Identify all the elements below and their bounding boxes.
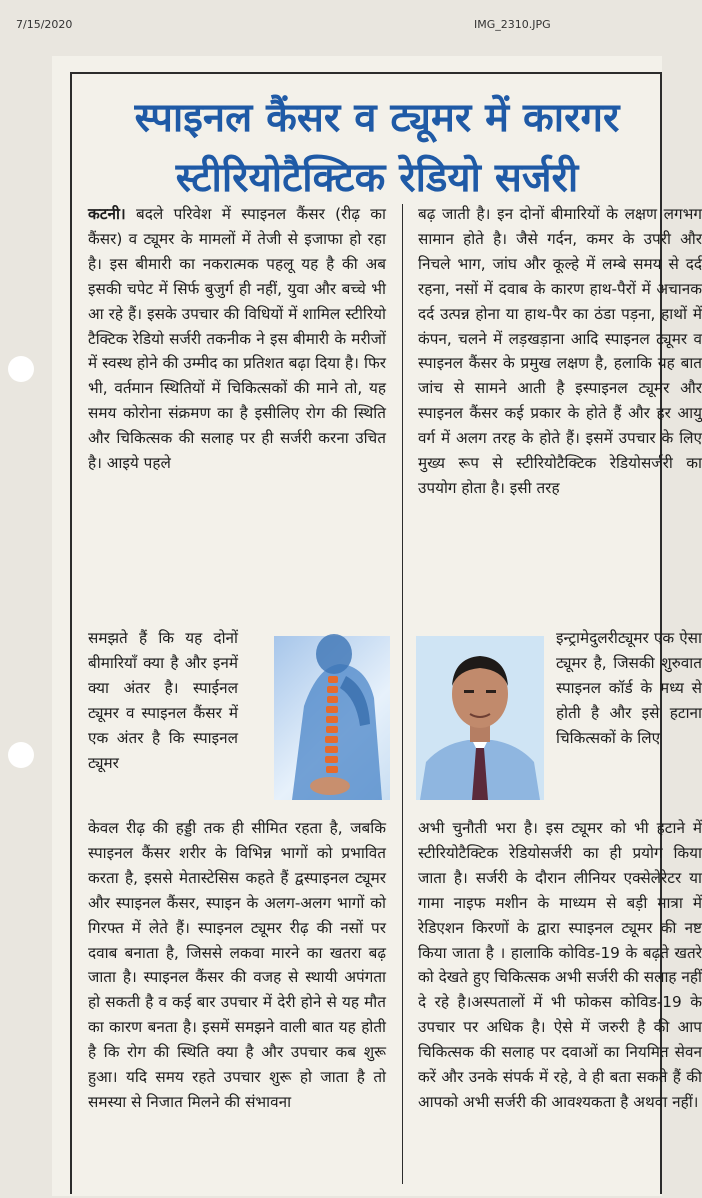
headline-line-2: स्टीरियोटैक्टिक रेडियो सर्जरी bbox=[175, 155, 579, 201]
border-top bbox=[70, 72, 662, 74]
photo-filename: IMG_2310.JPG bbox=[474, 18, 551, 31]
doctor-portrait bbox=[416, 636, 544, 800]
newspaper-clipping bbox=[52, 56, 702, 1196]
article-left-mid: समझते हैं कि यह दोनों बीमारियाँ क्या है और इनमें क्या अंतर है। स्पाईनल ट्यूमर व स्पाइनल कैंसर में एक अंतर है कि स्पाइनल ट्यूमर bbox=[88, 629, 238, 772]
spine-illustration bbox=[274, 636, 390, 800]
punch-hole-top bbox=[8, 356, 34, 382]
punch-hole-bottom bbox=[8, 742, 34, 768]
photo-date: 7/15/2020 bbox=[16, 18, 73, 31]
article-right-mid: इन्ट्रामेदुलरीट्यूमर एक ऐसा ट्यूमर है, जिसकी शुरुवात स्पाइनल कॉर्ड के मध्य से होती है और इसे हटाना चिकित्सकों के लिए bbox=[556, 629, 702, 747]
dateline: कटनी। bbox=[88, 205, 126, 223]
headline-line-1: स्पाइनल कैंसर व ट्यूमर में कारगर bbox=[134, 95, 620, 141]
column-divider bbox=[402, 204, 403, 1184]
border-left bbox=[70, 72, 72, 1194]
article-left-bottom: केवल रीढ़ की हड्डी तक ही सीमित रहता है, जबकि स्पाइनल कैंसर शरीर के विभिन्न भागों को प्रभावित करता है, इससे मेतास्टेसिस कहते हैं द्वस्पाइनल ट्यूमर और स्पाइनल कैंसर, स्पाइन के अलग-अलग भागों को गिरफ्त में लेते हैं। स्पाइनल ट्यूमर रीढ़ की नसों पर दवाब बनाता है, जिससे लकवा मारने का खतरा बढ़ जाता है। स्पाइनल कैंसर की वजह से स्थायी अपंगता हो सकती है व कई बार उपचार में देरी होने से यह मौत का कारण बनता है। इसमें समझने वाली बात यह होती है कि रोग की स्थिति क्या है और उपचार कब शुरू हुआ। यदि समय रहते उपचार शुरू हो जाता है तो समस्या से निजात मिलने की संभावना bbox=[88, 819, 386, 1111]
article-left-top bbox=[88, 202, 386, 476]
article-right-top: बढ़ जाती है। इन दोनों बीमारियों के लक्षण लगभग सामान होते है। जैसे गर्दन, कमर के उपरी और निचले भाग, जांघ और कूल्हे में लम्बे समय से दर्द रहना, नसों में दवाब के कारण हाथ-पैरों में अचानक दर्द उत्पन्न होना या हाथ-पैर का ठंडा पड़ना, हाथों में कंपन, चलने में लड़खड़ाना आदि स्पाइनल ट्यूमर व स्पाइनल कैंसर के प्रमुख लक्षण है, हलाकि यह बात जांच से सामने आती है इस्पाइनल ट्यूमर और स्पाइनल कैंसर कई प्रकार के होते हैं और हर आयु वर्ग में अलग तरह के होते हैं। इसमें उपचार के लिए मुख्य रूप से स्टीरियोटैक्टिक रेडियोसर्जरी का उपयोग होता है। इसी तरह bbox=[418, 205, 702, 497]
left-top-text: बदले परिवेश में स्पाइनल कैंसर (रीढ़ का कैंसर) व ट्यूमर के मामलों में तेजी से इजाफा हो रहा है। इस बीमारी का नकरात्मक पहलू यह है की अब इसकी चपेट में सिर्फ बुजुर्ग ही नहीं, युवा और बच्चे भी आ रहे हैं। इसके उपचार की विधियों में शामिल स्टीरियो टैक्टिक रेडियो सर्जरी तकनीक ने इस बीमारी के मरीजों में स्वस्थ होने की उम्मीद का प्रतिशत बढ़ा दिया है। फिर भी, वर्तमान स्थितियों में चिकित्सकों की माने तो, यह समय कोरोना संक्रमण का है इसीलिए रोग की स्थिति और चिकित्सक की सलाह पर ही सर्जरी करना उचित है। आइये पहले bbox=[88, 205, 386, 473]
article-right-bottom: अभी चुनौती भरा है। इस ट्यूमर को भी हटाने में स्टीरियोटैक्टिक रेडियोसर्जरी का ही प्रयोग किया जाता है। सर्जरी के दौरान लीनियर एक्सेलेरेटर या गामा नाइफ मशीन के माध्यम से बड़ी मात्रा में रेडिएशन किरणों के द्वारा स्पाइनल ट्यूमर की नष्ट किया जाता है । हालाकि कोविड-19 के बढ़ते खतरे को देखते हुए चिकित्सक अभी सर्जरी की सलाह नहीं दे रहे है।अस्पतालों में भी फोकस कोविड-19 के उपचार पर अधिक है। ऐसे में जरुरी है की आप चिकित्सक की सलाह पर दवाओं का नियमित सेवन करें और उनके संपर्क में रहे, वे ही बता सकते हैं की आपको अभी सर्जरी की आवश्यकता है अथवा नहीं। bbox=[418, 819, 702, 1111]
